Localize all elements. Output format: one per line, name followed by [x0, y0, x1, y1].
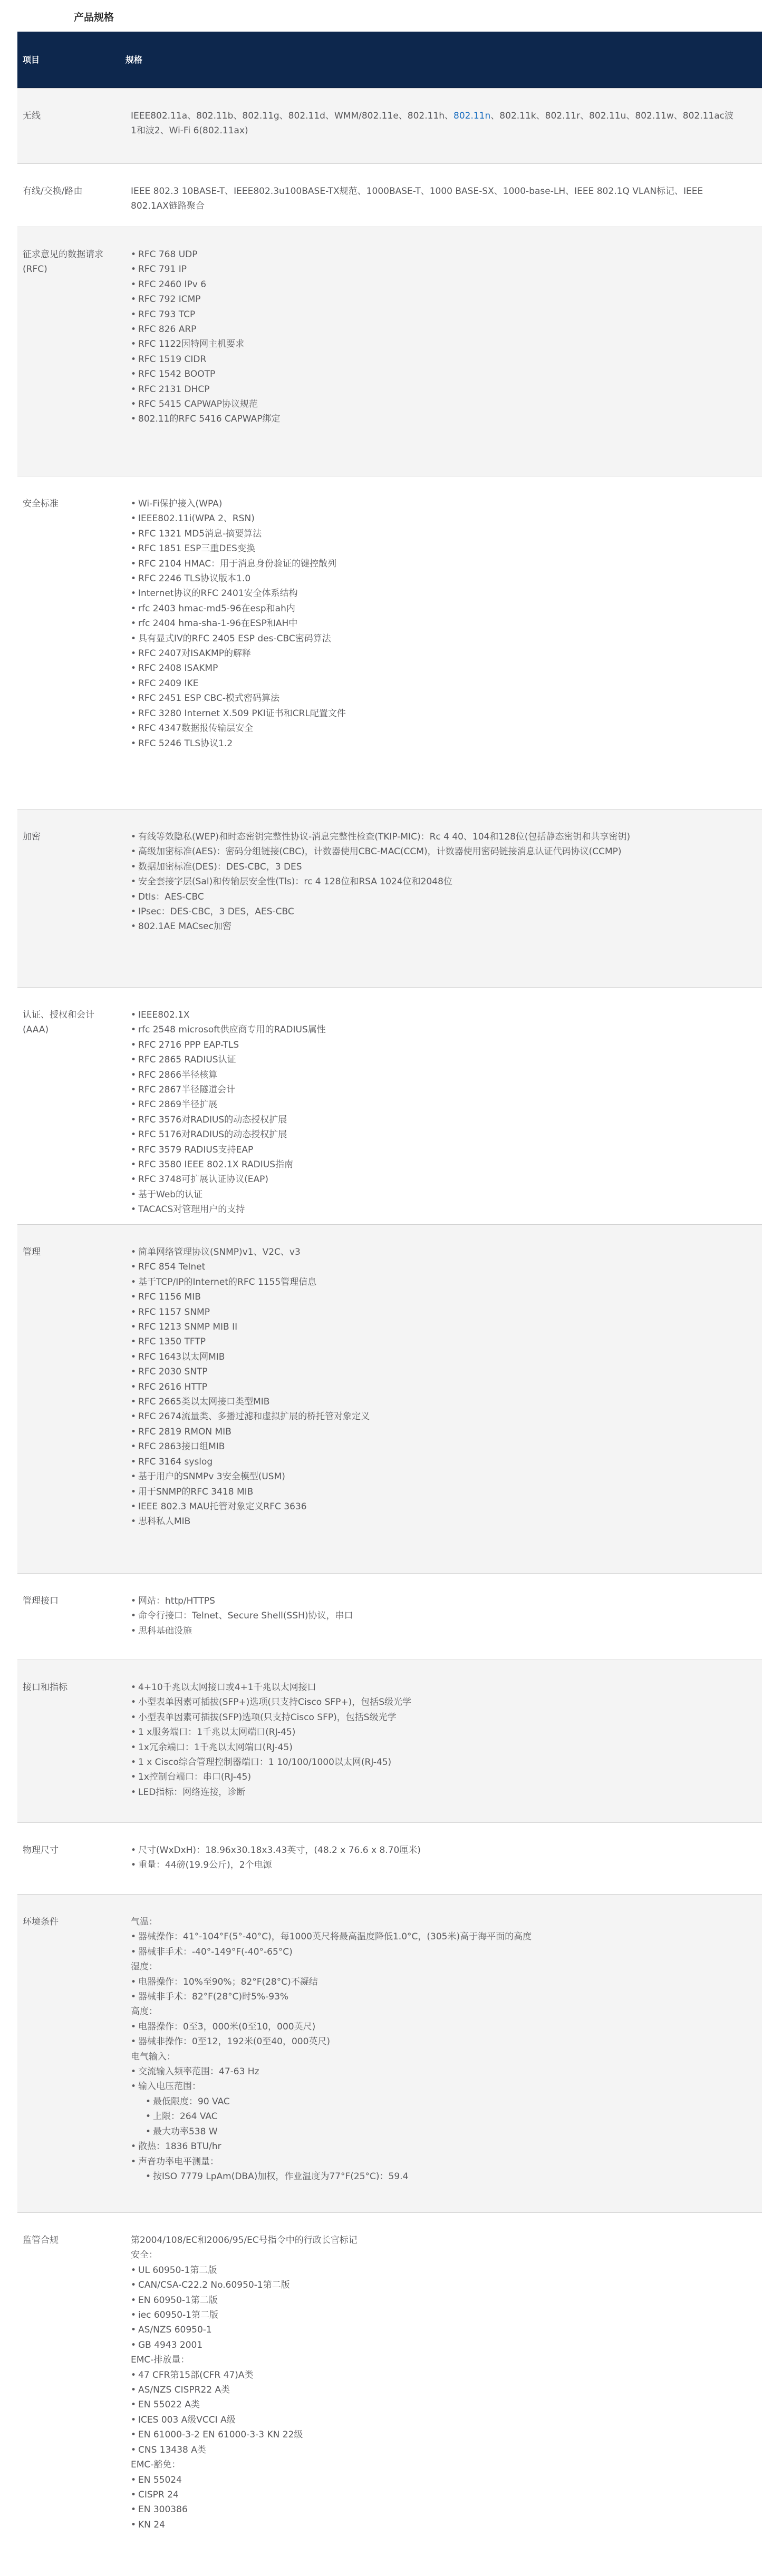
- env-voltage-sublist: [138, 2094, 737, 2139]
- list-item: • Dtls：AES-CBC: [131, 890, 737, 904]
- row-label: 接口和指标: [23, 1682, 67, 1693]
- wireless-text-a: IEEE802.11a、802.11b、802.11g、802.11d、WMM/802.11e、802.11h、: [131, 111, 454, 121]
- row-value: [131, 1843, 737, 1873]
- env-power-heading: 电气输入：: [131, 2051, 176, 2062]
- list-item: • 基于Web的认证: [131, 1187, 737, 1202]
- table-row-regulatory: [17, 2212, 762, 2576]
- row-value: [131, 247, 737, 427]
- list-item: • 电器操作：10%至90%；82°F(28°C)不凝结: [131, 1975, 737, 1989]
- row-label: 环境条件: [23, 1917, 59, 1927]
- list-item: • 尺寸(WxDxH)：18.96x30.18x3.43英寸，(48.2 x 76.6 x 8.70厘米): [131, 1843, 737, 1858]
- list-item: • TACACS对管理用户的支持: [131, 1202, 737, 1217]
- interfaces-list: [131, 1680, 737, 1800]
- list-item: • 最低限度：90 VAC: [146, 2094, 737, 2109]
- list-item: • RFC 1350 TFTP: [131, 1334, 737, 1349]
- list-item: • 网站：http/HTTPS: [131, 1594, 737, 1608]
- row-value: [131, 496, 737, 751]
- list-item: • 具有显式IV的RFC 2405 ESP des-CBC密码算法: [131, 631, 737, 646]
- list-item: • RFC 1542 BOOTP: [131, 367, 737, 382]
- list-item: • 重量：44磅(19.9公斤)，2个电源: [131, 1858, 737, 1872]
- physical-list: [131, 1843, 737, 1873]
- row-value: [131, 1915, 737, 2184]
- row-label: 管理接口: [23, 1596, 59, 1606]
- row-value: [131, 1680, 737, 1800]
- list-item: • 电器操作：0至3，000米(0至10，000英尺): [131, 2019, 737, 2034]
- spec-table: [17, 32, 762, 2530]
- list-item: • RFC 2030 SNTP: [131, 1364, 737, 1379]
- list-item: • RFC 3579 RADIUS支持EAP: [131, 1143, 737, 1157]
- list-item: • RFC 1519 CIDR: [131, 352, 737, 367]
- list-item: • RFC 2863接口组MIB: [131, 1439, 737, 1454]
- list-item: • 基于TCP/IP的Internet的RFC 1155管理信息: [131, 1275, 737, 1290]
- row-value: [131, 109, 737, 139]
- list-item: • RFC 1213 SNMP MIB II: [131, 1320, 737, 1334]
- list-item: • AS/NZS 60950-1: [131, 2323, 737, 2337]
- list-item: • RFC 3748可扩展认证协议(EAP): [131, 1172, 737, 1187]
- row-label: 无线: [23, 111, 41, 121]
- list-item: • 器械非操作：0至12，192米(0至40，000英尺): [131, 2034, 737, 2049]
- list-item: • Wi-Fi保护接入(WPA): [131, 496, 737, 511]
- list-item: • RFC 826 ARP: [131, 322, 737, 337]
- list-item: • 802.1AE MACsec加密: [131, 919, 737, 934]
- list-item: • RFC 2716 PPP EAP-TLS: [131, 1038, 737, 1052]
- list-item: • RFC 4347数据报传输层安全: [131, 721, 737, 736]
- list-item: • 思科私人MIB: [131, 1514, 737, 1529]
- header-item: 项目: [23, 55, 40, 65]
- list-item: • 器械非手术：82°F(28°C)时5%-93%: [131, 1989, 737, 2004]
- list-item: • RFC 2819 RMON MIB: [131, 1424, 737, 1439]
- aaa-list: [131, 1008, 737, 1217]
- list-item: • 数据加密标准(DES)：DES-CBC，3 DES: [131, 860, 737, 874]
- list-item: • RFC 2866半径核算: [131, 1068, 737, 1082]
- rfc-list: [131, 247, 737, 427]
- list-item: • RFC 5415 CAPWAP协议规范: [131, 397, 737, 412]
- list-item: • EN 55022 A类: [131, 2397, 737, 2412]
- row-label: 有线/交换/路由: [23, 186, 83, 197]
- row-value: [131, 1008, 737, 1217]
- list-item: • 散热：1836 BTU/hr: [131, 2139, 737, 2154]
- list-item: • RFC 791 IP: [131, 262, 737, 277]
- table-row-mgmt-interface: [17, 1573, 762, 1660]
- row-value: [131, 1245, 737, 1529]
- list-item: • 1 x服务端口：1千兆以太网端口(RJ-45): [131, 1725, 737, 1740]
- list-item: • RFC 2865 RADIUS认证: [131, 1052, 737, 1067]
- env-altitude-list: [131, 2019, 737, 2050]
- list-item: • RFC 2616 HTTP: [131, 1380, 737, 1394]
- reg-emc-heading: EMC-排放量：: [131, 2355, 190, 2366]
- list-item: • 命令行接口：Telnet、Secure Shell(SSH)协议，串口: [131, 1608, 737, 1623]
- env-temp-heading: 气温：: [131, 1917, 158, 1927]
- row-value: IEEE 802.3 10BASE-T、IEEE802.3u100BASE-TX规范、1000BASE-T、1000 BASE-SX、1000-base-LH、IEEE 802.1Q VLAN标记、IEEE 802.1AX链路聚合: [131, 186, 703, 212]
- list-item: • RFC 2674流量类、多播过滤和虚拟扩展的桥托管对象定义: [131, 1409, 737, 1424]
- list-item: • 1x控制台端口：串口(RJ-45): [131, 1770, 737, 1784]
- list-item: • CISPR 24: [131, 2487, 737, 2502]
- list-item: • 1x冗余端口：1千兆以太网端口(RJ-45): [131, 1740, 737, 1755]
- list-item: • RFC 3280 Internet X.509 PKI证书和CRL配置文件: [131, 706, 737, 721]
- row-value: [131, 1594, 737, 1638]
- list-item: • RFC 1122因特网主机要求: [131, 337, 737, 352]
- reg-intro: 第2004/108/EC和2006/95/EC号指令中的行政长官标记: [131, 2235, 358, 2246]
- wireless-text-b: 、802.11k、802.11r、802.11u、802.11w、802.11ac波1和波2、Wi-Fi 6(802.11ax): [131, 111, 734, 136]
- row-label: 认证、授权和会计(AAA): [23, 1010, 94, 1035]
- row-label: 征求意见的数据请求(RFC): [23, 249, 103, 275]
- list-item: • RFC 3576对RADIUS的动态授权扩展: [131, 1113, 737, 1127]
- list-item: • RFC 2869半径扩展: [131, 1097, 737, 1112]
- list-item: • RFC 2408 ISAKMP: [131, 661, 737, 676]
- env-sound-sublist: [138, 2169, 737, 2184]
- list-item: • 802.11的RFC 5416 CAPWAP绑定: [131, 412, 737, 426]
- list-item: • 器械非手术：-40°-149°F(-40°-65°C): [131, 1945, 737, 1959]
- wireless-link-80211n[interactable]: 802.11n: [453, 111, 491, 121]
- env-humidity-list: [131, 1975, 737, 2005]
- list-item: • IEEE802.1X: [131, 1008, 737, 1022]
- list-item: • 1 x Cisco综合管理控制器端口：1 10/100/1000以太网(RJ-45): [131, 1755, 737, 1770]
- list-item: • RFC 2246 TLS协议版本1.0: [131, 571, 737, 586]
- table-row-management: [17, 1224, 762, 1573]
- list-item: • 器械操作：41°-104°F(5°-40°C)，每1000英尺将最高温度降低1.0°C，(305米)高于海平面的高度: [131, 1929, 737, 1944]
- list-item: • RFC 2104 HMAC：用于消息身份验证的键控散列: [131, 557, 737, 571]
- list-item: • RFC 2131 DHCP: [131, 382, 737, 397]
- list-item: • 简单网络管理协议(SNMP)v1、V2C、v3: [131, 1245, 737, 1260]
- env-voltage-label: 输入电压范围：: [138, 2081, 201, 2092]
- list-item: • EN 55024: [131, 2473, 737, 2487]
- table-row-wired: [17, 163, 762, 227]
- list-item: • RFC 2409 IKE: [131, 676, 737, 691]
- row-value: [131, 2233, 737, 2532]
- list-item: • LED指标：网络连接，诊断: [131, 1785, 737, 1800]
- list-item: • RFC 3580 IEEE 802.1X RADIUS指南: [131, 1157, 737, 1172]
- list-item: • GB 4943 2001: [131, 2338, 737, 2353]
- list-item: • 4+10千兆以太网接口或4+1千兆以太网接口: [131, 1680, 737, 1695]
- list-item: • IEEE802.11i(WPA 2、RSN): [131, 511, 737, 526]
- list-item: • 基于用户的SNMPv 3安全模型(USM): [131, 1469, 737, 1484]
- list-item: • rfc 2548 microsoft供应商专用的RADIUS属性: [131, 1022, 737, 1037]
- list-item: • RFC 1321 MD5消息-摘要算法: [131, 526, 737, 541]
- reg-safety-heading: 安全：: [131, 2250, 158, 2261]
- table-row-wireless: [17, 88, 762, 163]
- row-label: 安全标准: [23, 499, 59, 509]
- table-row-security: [17, 476, 762, 809]
- list-item: • Internet协议的RFC 2401安全体系结构: [131, 586, 737, 601]
- reg-immunity-list: [131, 2473, 737, 2533]
- row-label: 管理: [23, 1247, 41, 1257]
- list-item: • IEEE 802.3 MAU托管对象定义RFC 3636: [131, 1499, 737, 1514]
- header-spec: 规格: [125, 55, 143, 65]
- list-item: • AS/NZS CISPR22 A类: [131, 2383, 737, 2397]
- list-item: • RFC 1643以太网MIB: [131, 1350, 737, 1364]
- list-item: • 47 CFR第15部(CFR 47)A类: [131, 2368, 737, 2383]
- list-item: • 交流输入频率范围：47-63 Hz: [131, 2064, 737, 2079]
- list-item: • 最大功率538 W: [146, 2124, 737, 2139]
- reg-emc-list: [131, 2368, 737, 2398]
- list-item: • RFC 5176对RADIUS的动态授权扩展: [131, 1127, 737, 1142]
- list-item: • RFC 793 TCP: [131, 307, 737, 322]
- page-title: 产品规格: [74, 12, 114, 23]
- list-item: • RFC 1851 ESP三重DES变换: [131, 541, 737, 556]
- list-item: • 上限：264 VAC: [146, 2109, 737, 2124]
- reg-immunity-heading: EMC-豁免：: [131, 2460, 181, 2471]
- table-row-encryption: [17, 809, 762, 987]
- list-item: • RFC 3164 syslog: [131, 1455, 737, 1469]
- management-list: [131, 1245, 737, 1529]
- reg-emc-list-2: [131, 2397, 737, 2457]
- list-item: • KN 24: [131, 2518, 737, 2532]
- list-item: • rfc 2404 hma-sha-1-96在ESP和AH中: [131, 616, 737, 631]
- list-item: • 按ISO 7779 LpAm(DBA)加权，作业温度为77°F(25°C)：59.4: [146, 2169, 737, 2184]
- row-label: 监管合规: [23, 2235, 59, 2246]
- list-item: • CNS 13438 A类: [131, 2443, 737, 2457]
- list-item: • RFC 792 ICMP: [131, 292, 737, 307]
- list-item: • 高级加密标准(AES)：密码分组链接(CBC)，计数器使用CBC-MAC(CCM)，计数器使用密码链接消息认证代码协议(CCMP): [131, 844, 737, 859]
- list-item: • 安全套接字层(Sal)和传输层安全性(Tls)：rc 4 128位和RSA 1024位和2048位: [131, 874, 737, 889]
- list-item: • RFC 1157 SNMP: [131, 1305, 737, 1320]
- env-power-list: [131, 2064, 737, 2184]
- list-item: • EN 61000-3-2 EN 61000-3-3 KN 22级: [131, 2427, 737, 2442]
- list-item: • 思科基础设施: [131, 1624, 737, 1638]
- encryption-list: [131, 830, 737, 934]
- env-altitude-heading: 高度：: [131, 2006, 158, 2017]
- list-item: • RFC 2665类以太网接口类型MIB: [131, 1394, 737, 1409]
- list-item: • RFC 2407对ISAKMP的解释: [131, 646, 737, 661]
- list-item: • UL 60950-1第二版: [131, 2263, 737, 2278]
- row-label: 物理尺寸: [23, 1845, 59, 1856]
- env-sound-label: 声音功率电平测量：: [138, 2156, 219, 2167]
- mgmt-interface-list: [131, 1594, 737, 1638]
- table-row-rfc: [17, 227, 762, 476]
- row-label: 加密: [23, 832, 41, 842]
- table-row-aaa: [17, 987, 762, 1224]
- list-item: • IPsec：DES-CBC，3 DES，AES-CBC: [131, 904, 737, 919]
- list-item: • ICES 003 A级VCCI A级: [131, 2413, 737, 2427]
- row-value: [131, 830, 737, 934]
- list-item: • RFC 2451 ESP CBC-模式密码算法: [131, 691, 737, 706]
- list-item: [131, 2154, 737, 2184]
- list-item: • RFC 854 Telnet: [131, 1260, 737, 1274]
- security-list: [131, 496, 737, 751]
- list-item: • RFC 5246 TLS协议1.2: [131, 736, 737, 751]
- list-item: • RFC 768 UDP: [131, 247, 737, 262]
- table-row-interfaces: [17, 1660, 762, 1822]
- table-row-environment: [17, 1894, 762, 2212]
- table-header: [17, 32, 762, 88]
- list-item: • 用于SNMP的RFC 3418 MIB: [131, 1485, 737, 1499]
- list-item: • 小型表单因素可插拔(SFP+)选项(只支持Cisco SFP+)，包括S级光学: [131, 1695, 737, 1710]
- list-item: • EN 300386: [131, 2502, 737, 2517]
- list-item: • iec 60950-1第二版: [131, 2308, 737, 2323]
- table-row-physical: [17, 1822, 762, 1894]
- env-temp-list: [131, 1929, 737, 1959]
- list-item: • 小型表单因素可插拔(SFP)选项(只支持Cisco SFP)，包括S级光学: [131, 1710, 737, 1725]
- list-item: • RFC 2460 IPv 6: [131, 277, 737, 292]
- list-item: • 有线等效隐私(WEP)和时态密钥完整性协议-消息完整性检查(TKIP-MIC)：Rc 4 40、104和128位(包括静态密钥和共享密钥): [131, 830, 737, 844]
- list-item: • RFC 2867半径隧道会计: [131, 1082, 737, 1097]
- list-item: • CAN/CSA-C22.2 No.60950-1第二版: [131, 2278, 737, 2292]
- env-humidity-heading: 湿度：: [131, 1962, 158, 1973]
- list-item: • RFC 1156 MIB: [131, 1290, 737, 1304]
- list-item: • rfc 2403 hmac-md5-96在esp和ah内: [131, 601, 737, 616]
- reg-safety-list: [131, 2263, 737, 2353]
- list-item: • EN 60950-1第二版: [131, 2293, 737, 2308]
- list-item: [131, 2079, 737, 2139]
